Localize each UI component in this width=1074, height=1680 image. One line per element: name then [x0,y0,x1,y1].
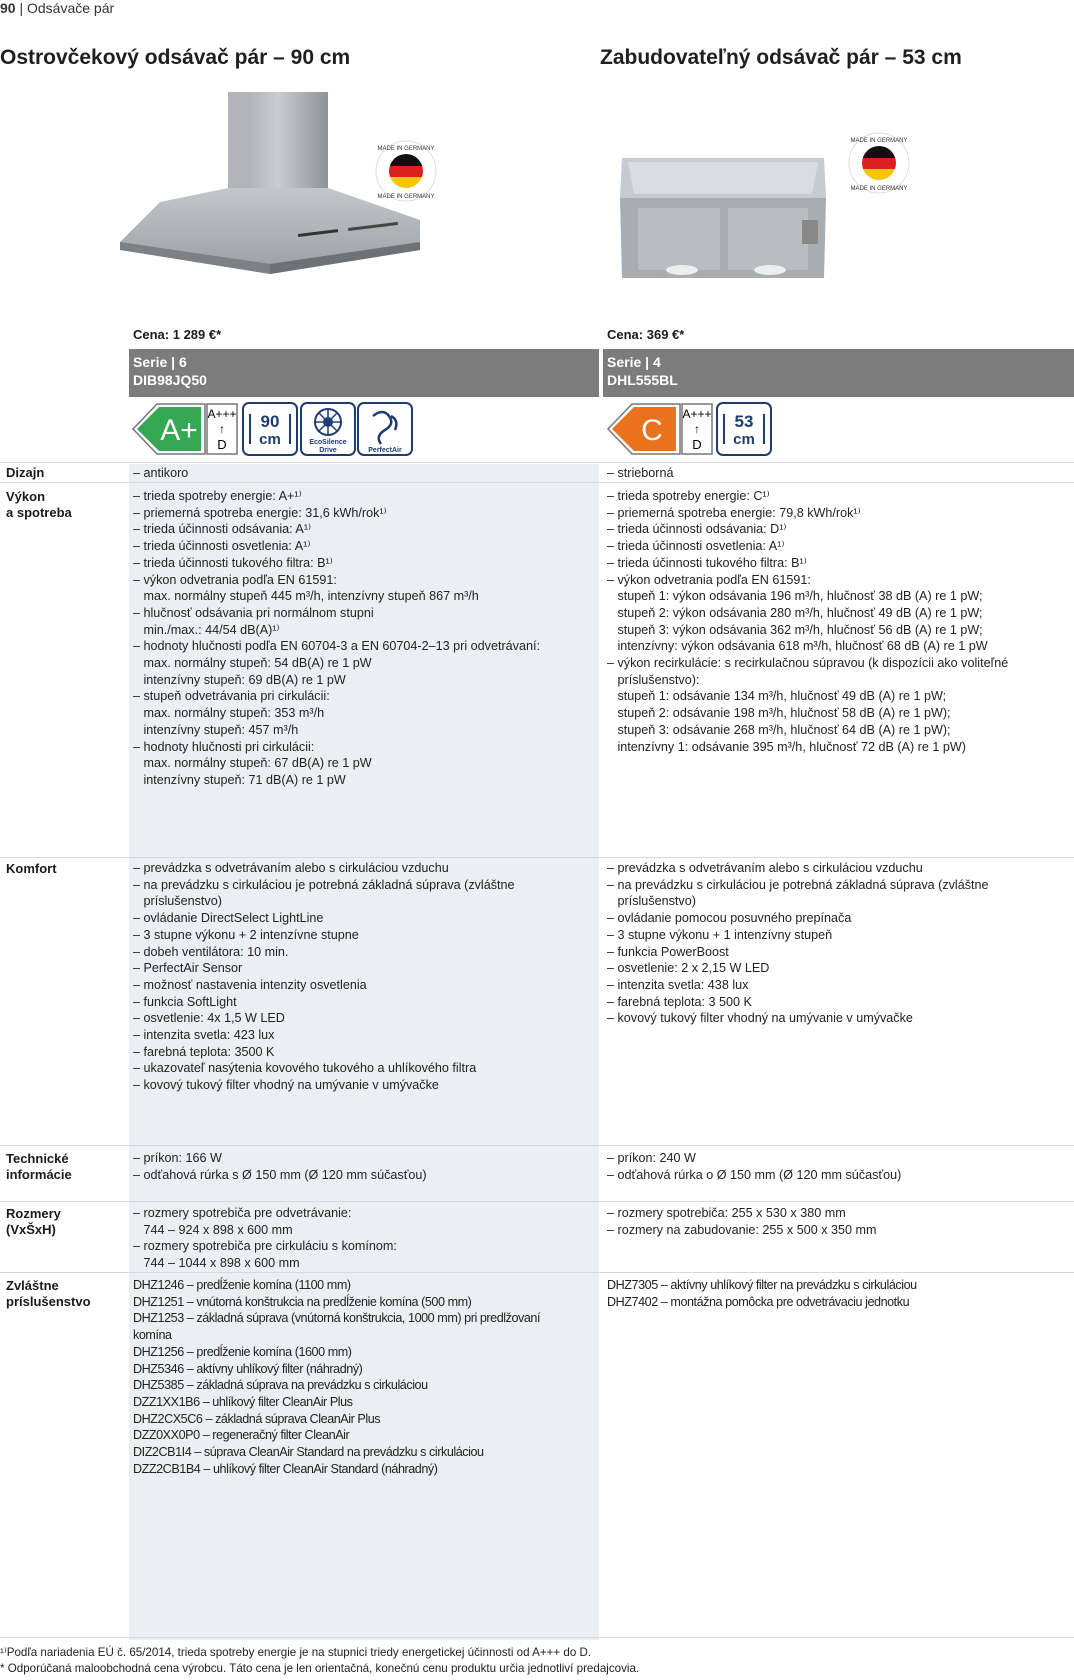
row-divider [0,1201,1074,1202]
prislusenstvo-col1: DHZ1246 – predĺženie komína (1100 mm) DHZ1251 – vnútorná konštrukcia na predĺženie komína (500 mm) DHZ1253 – základná súprava (vnútorná konštrukcia, 1000 mm) pri predlžovaní komína DHZ1256 – predĺženie komína (1600 mm) DHZ5346 – aktívny uhlíkový filter (náhradný) DHZ5385 – základná súprava na prevádzku s cirkuláciou DZZ1XX1B6 – uhlíkový filter CleanAir Plus DHZ2CX5C6 – základná súprava CleanAir Plus DZZ0XX0P0 – regeneračný filter CleanAir DIZ2CB1I4 – súprava CleanAir Standard na prevádzku s cirkuláciou DZZ2CB1B4 – uhlíkový filter CleanAir Standard (náhradný) [133,1278,541,1476]
made-in-germany-badge [848,132,910,194]
product-2-serie-bar [603,349,1074,397]
prislusenstvo-col2: DHZ7305 – aktívny uhlíkový filter na prevádzku s cirkuláciou DHZ7402 – montážna pomôcka pre odvetrávaciu jednotku [607,1278,917,1309]
komfort-col1: – prevádzka s odvetrávaním alebo s cirkuláciou vzduchu – na prevádzku s cirkuláciou je potrebná základná súprava (zvláštne príslušenstvo) – ovládanie DirectSelect LightLine – 3 stupne výkonu + 2 intenzívne stupne – dobeh ventilátora: 10 min. – PerfectAir Sensor – možnosť nastavenia intenzity osvetlenia – funkcia SoftLight – osvetlenie: 4x 1,5 W LED – intenzita svetla: 423 lux – farebná teplota: 3500 K – ukazovateľ nasýtenia kovového tukového a uhlíkového filtra – kovový tukový filter vhodný na umývanie v umývačke [133,861,515,1093]
svg-text:EcoSilence: EcoSilence [309,439,347,446]
svg-text:A+++: A+++ [207,407,237,421]
technicke-col1: – príkon: 166 W – odťahová rúrka s Ø 150 mm (Ø 120 mm súčasťou) [133,1151,427,1182]
width-90cm-icon [242,402,298,456]
dizajn-col1: – antikoro [133,466,189,480]
svg-text:PerfectAir: PerfectAir [368,447,402,454]
row-divider [0,1637,1074,1638]
footnote-price: * Odporúčaná maloobchodná cena výrobcu. Táto cena je len orientačná, konečnú cenu produktu určia jednotliví predajcovia. [0,1662,640,1675]
row-divider [0,1272,1074,1273]
section-name: Odsávače pár [27,0,115,16]
rozmery-col1: – rozmery spotrebiča pre odvetrávanie: 744 – 924 x 898 x 600 mm – rozmery spotrebiča pre cirkuláciu s komínom: 744 – 1044 x 898 x 600 mm [133,1206,397,1271]
row-divider [0,462,1074,463]
row-divider [0,482,1074,483]
svg-text:↑: ↑ [219,422,225,436]
width-53cm-icon [716,402,772,456]
svg-text:cm: cm [733,431,755,448]
product-1-model: DIB98JQ50 [133,372,207,388]
row-divider [0,1145,1074,1146]
made-in-germany-badge [375,140,437,202]
product-1-serie-bar [129,349,599,397]
svg-text:D: D [692,437,702,452]
row-label-komfort: Komfort [6,861,57,876]
energy-label-icon [606,402,714,456]
svg-text:A+++: A+++ [682,407,712,421]
svg-text:90: 90 [260,412,280,431]
svg-text:↑: ↑ [694,422,700,436]
page-header [0,0,114,16]
header-divider: | [19,0,27,16]
row-label-technicke: Technické informácie [6,1151,72,1182]
page-number: 90 [0,0,16,16]
product-2-serie: Serie | 4 [607,354,661,370]
row-label-vykon: Výkon a spotreba [6,489,72,520]
row-label-prislusenstvo: Zvláštne príslušenstvo [6,1278,91,1309]
built-in-hood-image [612,150,834,285]
svg-text:MADE IN GERMANY: MADE IN GERMANY [850,138,908,144]
energy-label-icon [131,402,239,456]
ecosilence-drive-icon [300,402,356,456]
product-1-serie: Serie | 6 [133,354,187,370]
product-2-title: Zabudovateľný odsávač pár – 53 cm [600,46,962,69]
dizajn-col2: – strieborná [607,466,674,480]
footnote-energy: ¹⁾Podľa nariadenia EÚ č. 65/2014, trieda spotreby energie je na stupnici triedy energetickej účinnosti od A+++ do D. [0,1646,592,1659]
product-2-model: DHL555BL [607,372,678,388]
svg-text:MADE IN GERMANY: MADE IN GERMANY [377,194,435,200]
product-1-price: Cena: 1 289 €* [133,327,222,342]
komfort-col2: – prevádzka s odvetrávaním alebo s cirkuláciou vzduchu – na prevádzku s cirkuláciou je potrebná základná súprava (zvláštne príslušenstvo) – ovládanie pomocou posuvného prepínača – 3 stupne výkonu + 1 intenzívny stupeň – funkcia PowerBoost – osvetlenie: 2 x 2,15 W LED – intenzita svetla: 438 lux – farebná teplota: 3 500 K – kovový tukový filter vhodný na umývanie v umývačke [607,861,989,1026]
row-label-rozmery: Rozmery (VxŠxH) [6,1206,61,1237]
svg-text:cm: cm [259,431,281,448]
vykon-col2: – trieda spotreby energie: C¹⁾ – priemerná spotreba energie: 79,8 kWh/rok¹⁾ – trieda účinnosti odsávania: D¹⁾ – trieda účinnosti osvetlenia: A¹⁾ – trieda účinnosti tukového filtra: B¹⁾ – výkon odvetrania podľa EN 61591: stupeň 1: výkon odsávania 196 m³/h, hlučnosť 38 dB (A) re 1 pW; stupeň 2: výkon odsávania 280 m³/h, hlučnosť 49 dB (A) re 1 pW; stupeň 3: výkon odsávania 362 m³/h, hlučnosť 56 dB (A) re 1 pW; intenzívny: výkon odsávania 618 m³/h, hlučnosť 68 dB (A) re 1 pW – výkon recirkulácie: s recirkulačnou súpravou (k dispozícii ako voliteľné príslušenstvo): stupeň 1: odsávanie 134 m³/h, hlučnosť 49 dB (A) re 1 pW; stupeň 2: odsávanie 198 m³/h, hlučnosť 58 dB (A) re 1 pW); stupeň 3: odsávanie 268 m³/h, hlučnosť 64 dB (A) re 1 pW); intenzívny 1: odsávanie 395 m³/h, hlučnosť 72 dB (A) re 1 pW) [607,489,1009,754]
product-1-title: Ostrovčekový odsávač pár – 90 cm [0,46,351,69]
svg-text:53: 53 [734,412,754,431]
svg-text:MADE IN GERMANY: MADE IN GERMANY [850,186,908,192]
row-label-dizajn: Dizajn [6,465,45,480]
perfectair-icon [357,402,413,456]
technicke-col2: – príkon: 240 W – odťahová rúrka o Ø 150 mm (Ø 120 mm súčasťou) [607,1151,902,1182]
rozmery-col2: – rozmery spotrebiča: 255 x 530 x 380 mm – rozmery na zabudovanie: 255 x 500 x 350 mm [607,1206,877,1237]
product-2-price: Cena: 369 €* [607,327,685,342]
svg-text:C: C [641,414,663,447]
row-divider [0,857,1074,858]
svg-text:A+: A+ [160,414,198,447]
svg-text:MADE IN GERMANY: MADE IN GERMANY [377,146,435,152]
vykon-col1: – trieda spotreby energie: A+¹⁾ – priemerná spotreba energie: 31,6 kWh/rok¹⁾ – trieda účinnosti odsávania: A¹⁾ – trieda účinnosti osvetlenia: A¹⁾ – trieda účinnosti tukového filtra: B¹⁾ – výkon odvetrania podľa EN 61591: max. normálny stupeň 445 m³/h, intenzívny stupeň 867 m³/h – hlučnosť odsávania pri normálnom stupni min./max.: 44/54 dB(A)¹⁾ – hodnoty hlučnosti podľa EN 60704-3 a EN 60704-2–13 pri odvetrávaní: max. normálny stupeň: 54 dB(A) re 1 pW intenzívny stupeň: 69 dB(A) re 1 pW – stupeň odvetrávania pri cirkulácii: max. normálny stupeň: 353 m³/h intenzívny stupeň: 457 m³/h – hodnoty hlučnosti pri cirkulácii: max. normálny stupeň: 67 dB(A) re 1 pW intenzívny stupeň: 71 dB(A) re 1 pW [133,489,540,787]
svg-text:D: D [217,437,227,452]
svg-text:Drive: Drive [319,447,337,454]
